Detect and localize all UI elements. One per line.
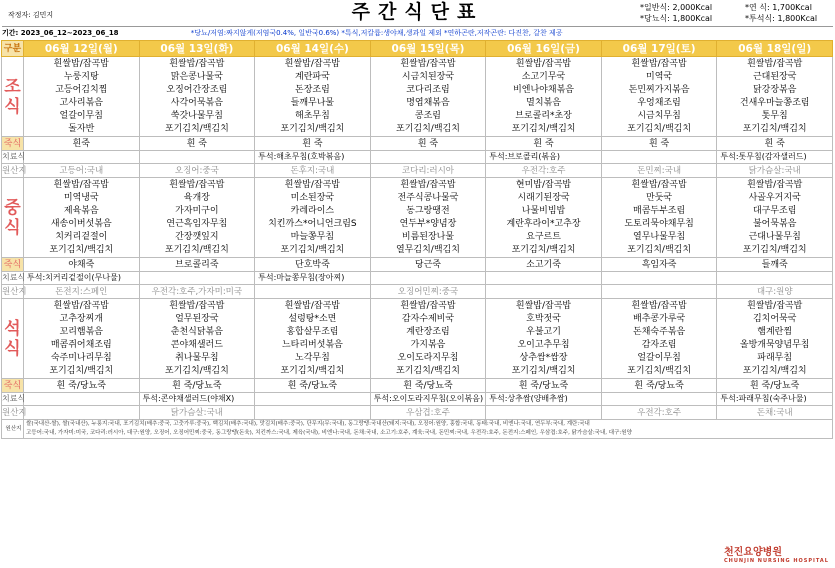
- menu-item: 비름된장나물: [401, 232, 455, 242]
- menu-item: 흰쌀밥/잡곡밥: [631, 180, 687, 190]
- breakfast-day-cell: [370, 57, 486, 137]
- porridge-cell: 들깨죽: [717, 258, 833, 272]
- menu-item: 포기김치/백김치: [280, 124, 345, 134]
- menu-item: 새송이버섯볶음: [50, 219, 112, 229]
- menu-item: 포기김치/백김치: [49, 366, 114, 376]
- menu-item: 매콤두부조림: [633, 206, 686, 216]
- header-day-sun: 06월 18일(일): [717, 41, 833, 57]
- menu-item: 흰쌀밥/잡곡밥: [747, 301, 803, 311]
- origin-cell: [601, 285, 717, 299]
- lunch-label: 중식: [2, 178, 24, 258]
- porridge-label: 죽식: [2, 379, 24, 393]
- menu-item: 돈장조림: [295, 85, 330, 95]
- menu-item: 흰쌀밥/잡곡밥: [515, 301, 572, 311]
- menu-item: 치커리겉절이: [55, 232, 108, 242]
- menu-item: 마늘쫑무침: [290, 232, 335, 242]
- menu-item: 노각무침: [295, 353, 330, 363]
- breakfast-dialysis-row: [2, 151, 833, 164]
- dialysis-cell: [370, 151, 486, 164]
- porridge-cell: 흰 죽: [370, 137, 486, 151]
- origin-cell: 닭가슴살:국내: [717, 164, 833, 178]
- menu-item: 호박젓국: [526, 314, 561, 324]
- dinner-day-cell: [370, 299, 486, 379]
- menu-item: 포기김치/백김치: [627, 366, 692, 376]
- porridge-cell: 흰 죽/당뇨죽: [139, 379, 255, 393]
- hospital-logo: 천진요양병원 CHUNJIN NURSING HOSPITAL: [724, 547, 829, 564]
- dinner-day-cell: [255, 299, 371, 379]
- porridge-cell: 브로콜리죽: [139, 258, 255, 272]
- menu-item: 돈민찌가지볶음: [628, 85, 690, 95]
- menu-item: 연두부*양념장: [399, 219, 457, 229]
- menu-item: 열무나물무침: [633, 232, 686, 242]
- dinner-label: 석식: [2, 299, 24, 379]
- menu-item: 가자미구이: [175, 206, 219, 216]
- menu-item: 포기김치/백김치: [164, 124, 229, 134]
- porridge-label: 죽식: [2, 258, 24, 272]
- dialysis-cell: 투석:브로콜리(볶음): [486, 151, 602, 164]
- origin-cell: 코다리:러시아: [370, 164, 486, 178]
- header-day-tue: 06월 13일(화): [139, 41, 255, 57]
- menu-item: 파래무침: [757, 353, 793, 363]
- menu-item: 포기김치/백김치: [280, 245, 345, 255]
- dinner-menu-row: [2, 299, 833, 379]
- menu-item: 쑥갓나물무침: [170, 111, 223, 121]
- menu-item: 가지볶음: [410, 340, 446, 350]
- menu-item: 춘천식닭볶음: [170, 327, 223, 337]
- menu-item: 돌자반: [68, 124, 95, 134]
- porridge-cell: 단호박죽: [255, 258, 371, 272]
- lunch-day-cell: [601, 178, 717, 258]
- menu-item: 맑은콩나물국: [170, 72, 223, 82]
- dialysis-cell: [601, 151, 717, 164]
- menu-item: 미역냉국: [63, 193, 99, 203]
- menu-item: 포기김치/백김치: [627, 245, 692, 255]
- bottom-origin-cell: [24, 420, 833, 439]
- lunch-day-cell: [24, 178, 140, 258]
- menu-item: 열무김치/백김치: [396, 245, 460, 255]
- origin-cell: 우전각:호주: [486, 164, 602, 178]
- menu-item: 카레라이스: [290, 206, 335, 216]
- dialysis-cell: [255, 393, 371, 406]
- menu-item: 취나물무침: [175, 353, 219, 363]
- breakfast-day-cell: [486, 57, 602, 137]
- menu-item: 흰쌀밥/잡곡밥: [631, 301, 687, 311]
- origin-label: 원산지: [2, 407, 27, 418]
- lunch-menu-row: [2, 178, 833, 258]
- author-text: 작정자: 김민지: [8, 11, 54, 19]
- origin-cell: 돈민찌:국내: [601, 164, 717, 178]
- porridge-cell: 소고기죽: [486, 258, 602, 272]
- porridge-cell: 흰 죽/당뇨죽: [486, 379, 602, 393]
- dinner-day-cell: [139, 299, 255, 379]
- lunch-day-cell: [255, 178, 371, 258]
- dialysis-cell: [139, 151, 255, 164]
- menu-item: 명엽채볶음: [406, 98, 450, 108]
- menu-item: 포기김치/백김치: [742, 366, 807, 376]
- porridge-cell: 흰 죽: [139, 137, 255, 151]
- menu-item: 사골우거지국: [748, 193, 801, 203]
- info-bar: [2, 26, 833, 39]
- menu-item: 계란후라이*고추장: [506, 219, 581, 229]
- breakfast-day-cell: [601, 57, 717, 137]
- dialysis-cell: 투석:해초무침(호박볶음): [255, 151, 371, 164]
- menu-item: 흰쌀밥/잡곡밥: [400, 180, 456, 190]
- origin-cell: 대구:원양: [717, 285, 833, 299]
- header-day-fri: 06월 16일(금): [486, 41, 602, 57]
- menu-item: 흰쌀밥/잡곡밥: [284, 180, 340, 190]
- menu-item: 계란파국: [295, 72, 330, 82]
- menu-item: 근대된장국: [752, 72, 797, 82]
- menu-item: 흰쌀밥/잡곡밥: [169, 301, 225, 311]
- menu-item: 코다리조림: [406, 85, 450, 95]
- origin-cell: 우전각:호주: [601, 406, 717, 420]
- kcal-diabetic: *당뇨식: 1,800Kcal: [640, 14, 713, 23]
- menu-item: 연근흑임자무침: [166, 219, 228, 229]
- porridge-cell: 흰 죽: [255, 137, 371, 151]
- menu-item: 우불고기: [526, 327, 561, 337]
- menu-item: 포기김치/백김치: [742, 124, 807, 134]
- breakfast-origin-row: [2, 164, 833, 178]
- origin-cell: [486, 406, 602, 420]
- breakfast-menu-row: [2, 57, 833, 137]
- origin-cell: 우전각:호주,가자미:미국: [139, 285, 255, 299]
- porridge-cell: 흰 죽: [486, 137, 602, 151]
- lunch-day-cell: [139, 178, 255, 258]
- menu-item: 흰쌀밥/잡곡밥: [53, 59, 109, 69]
- menu-item: 흰쌀밥/잡곡밥: [169, 59, 225, 69]
- dialysis-label: 치료식: [2, 393, 24, 406]
- menu-item: 육개장: [183, 193, 210, 203]
- dialysis-cell: [717, 272, 833, 285]
- menu-item: 치킨까스*어니언크림S: [268, 219, 357, 229]
- origin-label: 원산지: [2, 286, 27, 297]
- dialysis-cell: 투석:파래무침(숙주나물): [717, 393, 833, 406]
- menu-item: 흰쌀밥/잡곡밥: [53, 301, 109, 311]
- menu-item: 얼무된장국: [175, 314, 219, 324]
- dialysis-cell: [370, 272, 486, 285]
- menu-item: 포기김치/백김치: [280, 366, 345, 376]
- menu-item: 포기김치/백김치: [164, 245, 229, 255]
- menu-item: 홍합살무조림: [286, 327, 339, 337]
- dinner-day-cell: [601, 299, 717, 379]
- menu-item: 계란장조림: [406, 327, 450, 337]
- breakfast-day-cell: [24, 57, 140, 137]
- period-text: 기간: 2023_06_12~2023_06_18: [2, 29, 119, 37]
- menu-item: 흰쌀밥/잡곡밥: [284, 59, 340, 69]
- menu-item: 누룽지탕: [63, 72, 99, 82]
- menu-item: 나물비빔밥: [521, 206, 566, 216]
- porridge-label: 죽식: [2, 137, 24, 151]
- menu-item: 햄계란찜: [757, 327, 793, 337]
- menu-item: 고등어김치찜: [55, 85, 108, 95]
- breakfast-label: 조식: [2, 57, 24, 137]
- dinner-porridge-row: [2, 379, 833, 393]
- dialysis-cell: [486, 272, 602, 285]
- header-day-sat: 06월 17일(토): [601, 41, 717, 57]
- bottom-origin-row: [2, 420, 833, 439]
- menu-item: 우엉채조림: [637, 98, 681, 108]
- menu-item: 불어묵볶음: [752, 219, 797, 229]
- menu-item: 오이도라지무침: [397, 353, 459, 363]
- breakfast-day-cell: [717, 57, 833, 137]
- menu-item: 해초무침: [295, 111, 330, 121]
- porridge-cell: 야채죽: [24, 258, 140, 272]
- menu-item: 시래기된장국: [517, 193, 570, 203]
- menu-item: 김치어묵국: [752, 314, 797, 324]
- header-row: [2, 41, 833, 57]
- menu-item: 흰쌀밥/잡곡밥: [747, 59, 803, 69]
- origin-line: 고등어:국내, 가자미:미국, 코다리:러시아, 대구:원양, 오징어, 오징어민찌:중국, 동그랑땡(돈육), 치킨까스:국내, 제육(국내), 비엔나:국내, 돈채:국내, 소고기:호주, 계육:국내, 돈민찌:국내, 우전각:호주, 돈전지:스페인, 우삼겹:호주, 닭가슴살:국내, 대구:원양: [26, 430, 632, 436]
- origin-cell: 닭가슴살:국내: [139, 406, 255, 420]
- menu-item: 설렁탕*소면: [288, 314, 337, 324]
- menu-item: 비엔나야채볶음: [513, 85, 574, 95]
- menu-item: 감자조림: [641, 340, 677, 350]
- menu-item: 포기김치/백김치: [627, 124, 692, 134]
- menu-item: 흰쌀밥/잡곡밥: [53, 180, 109, 190]
- menu-item: 만둣국: [646, 193, 673, 203]
- menu-item: 고추장찌개: [59, 314, 104, 324]
- menu-item: 감자수제비국: [401, 314, 455, 324]
- origin-line: 쌀(국내산-쌀), 쌀(국내산), 누룽지:국내, 포기김치(배추:중국, 고춧가루:중국), 백김치(배추:국내), 맛김치(배추:중국), 단무지(무:국내), 동그랑땡:국내산(돼지:국내), 오징어:원양, 홍합:국내, 동태:국내, 비엔나:국내, 연두부:국내, 계란:국내: [26, 421, 590, 427]
- porridge-cell: 흰죽: [24, 137, 140, 151]
- menu-item: 오징어간장조림: [166, 85, 228, 95]
- menu-item: 얼갈이무침: [59, 111, 104, 121]
- dialysis-cell: 투석:마늘쫑무침(장아찌): [255, 272, 371, 285]
- menu-item: 포기김치/백김치: [164, 366, 229, 376]
- origin-cell: 고등어:국내: [24, 164, 140, 178]
- menu-item: 전주식콩나물국: [397, 193, 459, 203]
- dinner-dialysis-row: [2, 393, 833, 406]
- origin-cell: [255, 406, 371, 420]
- menu-item: 흰쌀밥/잡곡밥: [631, 59, 687, 69]
- menu-item: 포기김치/백김치: [742, 245, 807, 255]
- menu-item: 숙주미나리무침: [50, 353, 112, 363]
- breakfast-porridge-row: [2, 137, 833, 151]
- header-day-thu: 06월 15일(목): [370, 41, 486, 57]
- dialysis-cell: 투석:치커리겉절이(무나물): [24, 272, 140, 285]
- menu-item: 사각어묵볶음: [170, 98, 223, 108]
- header-day-mon: 06월 12일(월): [24, 41, 140, 57]
- weekly-menu-table: [1, 40, 833, 439]
- menu-item: 느타리버섯볶음: [281, 340, 343, 350]
- menu-item: 흰쌀밥/잡곡밥: [515, 59, 572, 69]
- dialysis-cell: [601, 272, 717, 285]
- menu-item: 도토리묵야채무침: [624, 219, 694, 229]
- porridge-cell: 흰 죽: [601, 137, 717, 151]
- origin-cell: [486, 285, 602, 299]
- origin-cell: [255, 285, 371, 299]
- kcal-dialysis: *투석식: 1,800Kcal: [745, 14, 818, 23]
- menu-item: 소고기무국: [521, 72, 566, 82]
- menu-item: 상추쌈*쌈장: [519, 353, 568, 363]
- dinner-day-cell: [717, 299, 833, 379]
- porridge-cell: 흰 죽/당뇨죽: [24, 379, 140, 393]
- menu-item: 콘야채샐러드: [170, 340, 223, 350]
- menu-item: 시금치무침: [637, 111, 681, 121]
- dinner-day-cell: [24, 299, 140, 379]
- origin-cell: 돈채:국내: [717, 406, 833, 420]
- dinner-day-cell: [486, 299, 602, 379]
- lunch-day-cell: [717, 178, 833, 258]
- origin-cell: 오징어:중국: [139, 164, 255, 178]
- porridge-cell: 흑임자죽: [601, 258, 717, 272]
- lunch-dialysis-row: [2, 272, 833, 285]
- origin-cell: 우삼겹:호주: [370, 406, 486, 420]
- dialysis-cell: [24, 151, 140, 164]
- origin-cell: 돈전지:스페인: [24, 285, 140, 299]
- menu-item: 매콤쥐어채조림: [50, 340, 112, 350]
- bottom-origin-label: 원산지: [2, 420, 24, 439]
- origin-cell: 오징어민찌:중국: [370, 285, 486, 299]
- menu-item: 흰쌀밥/잡곡밥: [747, 180, 803, 190]
- menu-item: 건새우마늘쫑조림: [739, 98, 810, 108]
- menu-item: 간장깻잎지: [175, 232, 219, 242]
- dialysis-cell: 투석:상추쌈(양배추쌈): [486, 393, 602, 406]
- lunch-porridge-row: [2, 258, 833, 272]
- menu-item: 배추콩가루국: [633, 314, 686, 324]
- menu-item: 제육볶음: [63, 206, 99, 216]
- breakfast-day-cell: [255, 57, 371, 137]
- menu-item: 멸치볶음: [526, 98, 561, 108]
- origin-cell: 돈후지:국내: [255, 164, 371, 178]
- menu-item: 시금치된장국: [401, 72, 455, 82]
- menu-item: 동그랑땡전: [406, 206, 450, 216]
- kcal-soft: *연 식: 1,700Kcal: [745, 3, 812, 12]
- menu-item: 닭강장볶음: [752, 85, 797, 95]
- menu-item: 흰쌀밥/잡곡밥: [284, 301, 340, 311]
- kcal-general: *일반식: 2,000Kcal: [640, 3, 713, 12]
- dialysis-cell: [139, 272, 255, 285]
- page-title: 주간식단표: [351, 1, 484, 23]
- dialysis-cell: [601, 393, 717, 406]
- menu-item: 미역국: [646, 72, 673, 82]
- menu-item: 흰쌀밥/잡곡밥: [400, 59, 456, 69]
- dialysis-cell: [24, 393, 140, 406]
- menu-item: 포기김치/백김치: [49, 245, 114, 255]
- porridge-cell: 흰 죽/당뇨죽: [370, 379, 486, 393]
- porridge-cell: 흰 죽/당뇨죽: [717, 379, 833, 393]
- menu-item: 올방개묵양념무침: [739, 340, 810, 350]
- diet-notes: *당뇨/저염:짜지않게(저염국0.4%, 일반국0.6%) *특식,저칼륨:생야채,생과일 제외 *연하곤란,저작곤란: 다진찬, 갈찬 제공: [190, 29, 563, 37]
- porridge-cell: 흰 죽: [717, 137, 833, 151]
- dialysis-cell: 투석:오이도라지무침(오이볶음): [370, 393, 486, 406]
- menu-item: 들깨무나물: [290, 98, 335, 108]
- dialysis-label: 치료식: [2, 151, 24, 164]
- header-day-wed: 06월 14일(수): [255, 41, 371, 57]
- menu-item: 얼갈이무침: [637, 353, 681, 363]
- dialysis-label: 치료식: [2, 272, 24, 285]
- menu-item: 포기김치/백김치: [511, 366, 576, 376]
- lunch-day-cell: [370, 178, 486, 258]
- menu-item: 꼬리햄볶음: [59, 327, 104, 337]
- dialysis-cell: 투석:톳무침(감자샐러드): [717, 151, 833, 164]
- menu-item: 근대나물무침: [748, 232, 801, 242]
- porridge-cell: 흰 죽/당뇨죽: [255, 379, 371, 393]
- menu-item: 포기김치/백김치: [511, 124, 576, 134]
- porridge-cell: 흰 죽/당뇨죽: [601, 379, 717, 393]
- menu-item: 돈채숙주볶음: [633, 327, 686, 337]
- menu-item: 포기김치/백김치: [396, 366, 460, 376]
- menu-item: 현미밥/잡곡밥: [515, 180, 572, 190]
- menu-item: 대구무조림: [752, 206, 797, 216]
- menu-item: 요구르트: [526, 232, 561, 242]
- dialysis-cell: 투석:콘야채샐러드(야채X): [139, 393, 255, 406]
- header-gu: 구분: [2, 41, 24, 57]
- menu-item: 미소된장국: [290, 193, 335, 203]
- dinner-origin-row: [2, 406, 833, 420]
- porridge-cell: 당근죽: [370, 258, 486, 272]
- lunch-day-cell: [486, 178, 602, 258]
- origin-label: 원산지: [2, 165, 27, 176]
- menu-item: 콩조림: [414, 111, 442, 121]
- menu-item: 고사리볶음: [59, 98, 104, 108]
- menu-item: 톳무침: [761, 111, 788, 121]
- menu-item: 포기김치/백김치: [511, 245, 576, 255]
- menu-item: 흰쌀밥/잡곡밥: [400, 301, 456, 311]
- origin-cell: [24, 406, 140, 420]
- lunch-origin-row: [2, 285, 833, 299]
- menu-item: 브로콜리*초장: [515, 111, 572, 121]
- breakfast-day-cell: [139, 57, 255, 137]
- menu-item: 오이고추무침: [517, 340, 570, 350]
- menu-item: 흰쌀밥/잡곡밥: [169, 180, 225, 190]
- menu-item: 포기김치/백김치: [396, 124, 460, 134]
